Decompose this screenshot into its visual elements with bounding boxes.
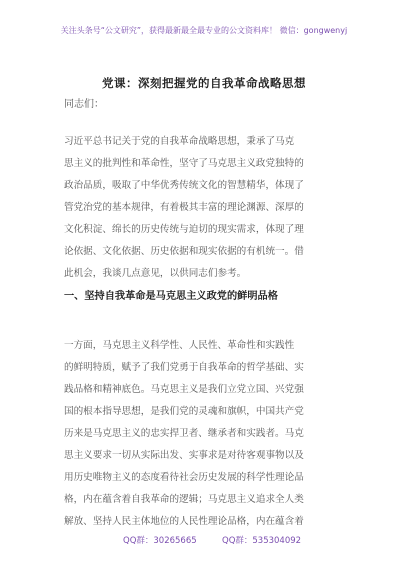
paragraph-line: 践品格和精神底色。马克思主义是我们立党立国、兴党强 (64, 384, 304, 395)
paragraph-line: 思主义的批判性和革命性，坚守了马克思主义政党独特的 (64, 158, 304, 169)
paragraph-line: 此机会，我谈几点意见，以供同志们参考。 (64, 268, 247, 279)
document-title: 党课：深刻把握党的自我革命战略思想 (102, 76, 306, 90)
paragraph-line: 国的根本指导思想，是我们党的灵魂和旗帜，中国共产党 (64, 406, 304, 417)
paragraph-line: 历来是马克思主义的忠实捍卫者、继承者和实践者。马克 (64, 428, 304, 439)
paragraph-line: 用历史唯物主义的态度看待社会历史发展的科学性理论品 (64, 472, 304, 483)
paragraph-line: 的鲜明特质，赋予了我们党勇于自我革命的哲学基础、实 (64, 362, 304, 373)
footer-qq-group-2: QQ群：535304092 (222, 536, 302, 546)
paragraph-line: 文化积淀、绵长的历史传统与迫切的现实需求，体现了理 (64, 224, 304, 235)
section-paragraph (64, 335, 346, 533)
intro-paragraph (64, 131, 346, 285)
paragraph-line: 论依据、文化依据、历史依据和现实依据的有机统一。借 (64, 246, 304, 257)
footer (0, 535, 408, 547)
footer-qq-group-1: QQ群：30265665 (123, 536, 197, 546)
paragraph-line: 管党治党的基本规律，有着极其丰富的理论渊源、深厚的 (64, 202, 304, 213)
paragraph-line: 习近平总书记关于党的自我革命战略思想，秉承了马克 (64, 136, 295, 147)
section-heading: 一、坚持自我革命是马克思主义政党的鲜明品格 (64, 291, 278, 302)
paragraph-line: 格，内在蕴含着自我革命的逻辑；马克思主义追求全人类 (64, 494, 304, 505)
top-banner: 关注头条号“公文研究”，获得最新最全最专业的公文资料库！ 微信：gongwenyj (60, 26, 348, 35)
paragraph-line: 解放、坚持人民主体地位的人民性理论品格，内在蕴含着 (64, 516, 304, 527)
salutation: 同志们： (64, 99, 104, 110)
paragraph-line: 政治品质，吸取了中华优秀传统文化的智慧精华，体现了 (64, 180, 304, 191)
paragraph-line: 思主义要求一切从实际出发、实事求是对待客观事物以及 (64, 450, 304, 461)
paragraph-line: 一方面，马克思主义科学性、人民性、革命性和实践性 (64, 340, 295, 351)
